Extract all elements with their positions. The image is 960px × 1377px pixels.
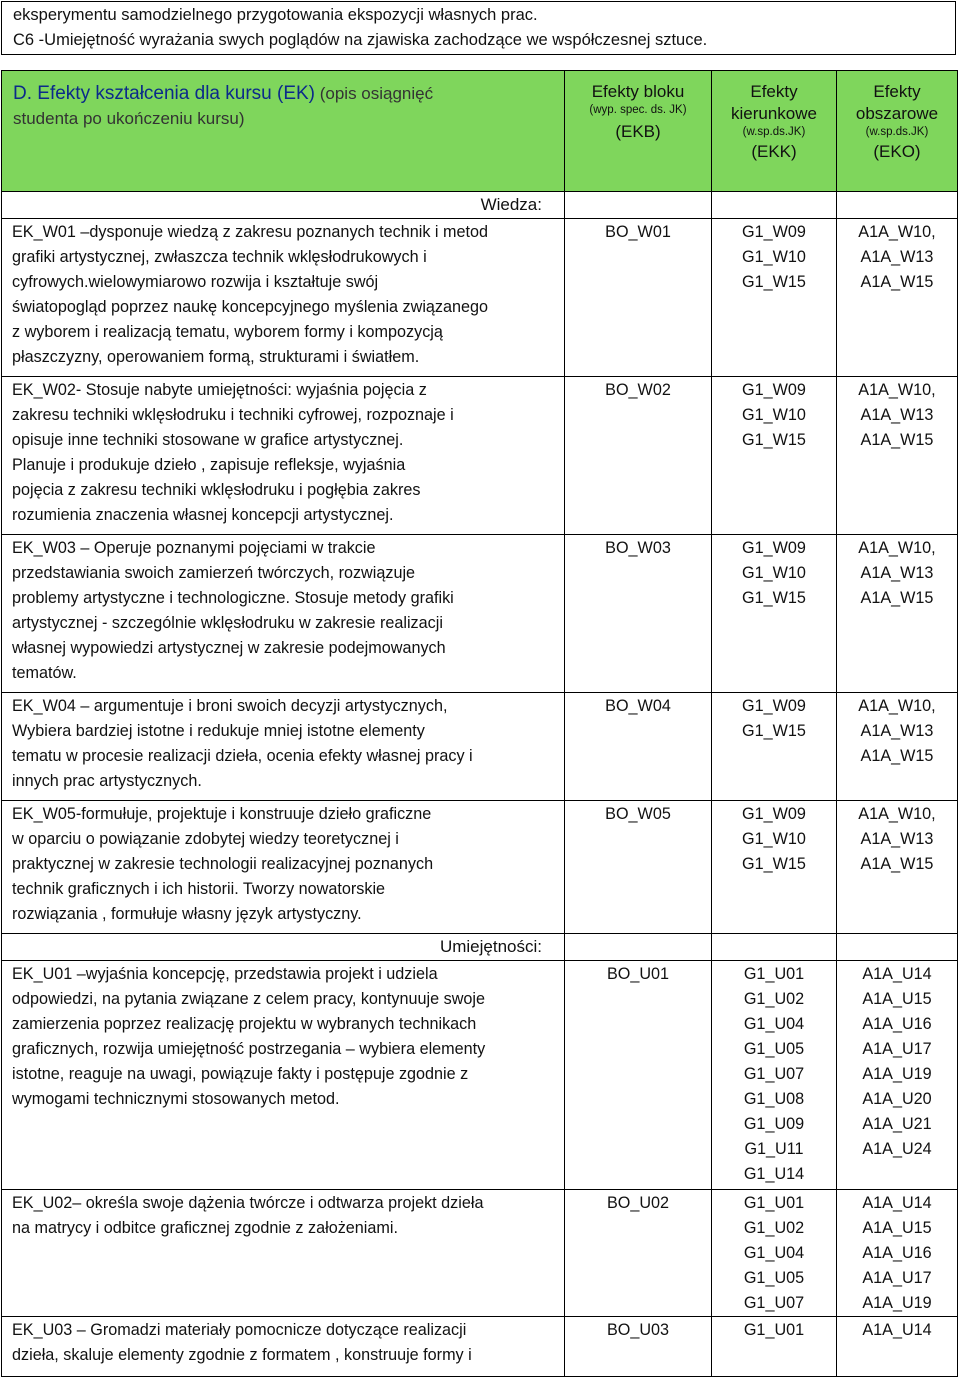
description-line: Wybiera bardziej istotne i redukuje mniej istotne elementy xyxy=(12,722,425,740)
eko-code: A1A_U14 xyxy=(862,1194,932,1212)
eko-code: A1A_U19 xyxy=(862,1294,932,1312)
outcome-eko-cell xyxy=(837,961,958,1190)
section-blank-cell xyxy=(565,934,712,961)
description-line: EK_U02– określa swoje dążenia twórcze i odtwarza projekt dzieła xyxy=(12,1194,484,1212)
description-line: wymogami technicznymi stosowanych metod. xyxy=(12,1090,340,1108)
eko-code: A1A_U15 xyxy=(862,1219,932,1237)
description-line: rozwiązania , formułuje własny język artystyczny. xyxy=(12,905,362,923)
ekk-code: G1_U01 xyxy=(743,965,805,983)
ekk-code: G1_W10 xyxy=(742,248,806,266)
outcome-ekk-cell xyxy=(712,961,837,1190)
ekk-code: G1_W15 xyxy=(742,722,806,740)
ekb-code: BO_U01 xyxy=(606,965,670,983)
ekk-code: G1_U01 xyxy=(743,1321,805,1339)
table-row xyxy=(2,693,958,801)
wiedza-section-row xyxy=(2,192,958,219)
outcome-eko-cell xyxy=(837,693,958,801)
header-eko-label: Efekty xyxy=(873,82,921,101)
ekk-code: G1_W09 xyxy=(742,697,806,715)
eko-code: A1A_W15 xyxy=(860,431,934,449)
header-eko-sub: (w.sp.ds.JK) xyxy=(865,126,929,138)
description-line: z wyborem i realizacją tematu, wyborem formy i kompozycją xyxy=(12,323,443,341)
description-line: rozumienia znaczenia własnej koncepcji artystycznej. xyxy=(12,506,394,524)
header-eko-label2: obszarowe xyxy=(855,104,939,123)
top-line-1: eksperymentu samodzielnego przygotowania ekspozycji własnych prac. xyxy=(13,6,538,24)
top-line-2: C6 -Umiejętność wyrażania swych poglądów na zjawiska zachodzące we współczesnej sztuce. xyxy=(13,31,708,49)
header-title: D. Efekty kształcenia dla kursu (EK) xyxy=(13,83,315,104)
outcome-ekk-cell xyxy=(712,377,837,535)
section-blank-cell xyxy=(837,934,958,961)
outcome-ekb-cell xyxy=(565,693,712,801)
description-line: EK_W05-formułuje, projektuje i konstruuje dzieło graficzne xyxy=(12,805,432,823)
eko-code: A1A_U14 xyxy=(862,1321,932,1339)
outcome-description xyxy=(2,535,565,693)
description-line: płaszczyzny, operowaniem formą, strukturami i światłem. xyxy=(12,348,420,366)
header-eko xyxy=(837,71,958,192)
table-row xyxy=(2,961,958,1190)
eko-code: A1A_U24 xyxy=(862,1140,932,1158)
header-ekb xyxy=(565,71,712,192)
outcome-description xyxy=(2,693,565,801)
eko-code: A1A_W13 xyxy=(860,406,934,424)
header-ekk-code: (EKK) xyxy=(751,142,797,161)
description-line: zakresu techniki wklęsłodruku i techniki cyfrowej, rozpoznaje i xyxy=(12,406,454,424)
header-ekk xyxy=(712,71,837,192)
ekk-code: G1_U09 xyxy=(743,1115,805,1133)
eko-code: A1A_U17 xyxy=(862,1040,932,1058)
ekk-code: G1_U04 xyxy=(743,1015,805,1033)
header-title-line2: studenta po ukończeniu kursu) xyxy=(13,109,245,128)
eko-code: A1A_W13 xyxy=(860,248,934,266)
description-line: EK_W02- Stosuje nabyte umiejętności: wyjaśnia pojęcia z xyxy=(12,381,427,399)
outcome-ekk-cell xyxy=(712,693,837,801)
header-ekb-label: Efekty bloku xyxy=(591,82,685,101)
description-line: tematu w procesie realizacji dzieła, ocenia efekty własnej pracy i xyxy=(12,747,473,765)
eko-code: A1A_U15 xyxy=(862,990,932,1008)
outcome-ekk-cell xyxy=(712,535,837,693)
ekk-code: G1_U07 xyxy=(743,1065,805,1083)
table-row xyxy=(2,219,958,377)
ekk-code: G1_U14 xyxy=(743,1165,805,1183)
eko-code: A1A_U14 xyxy=(862,965,932,983)
ekk-code: G1_W15 xyxy=(742,431,806,449)
outcome-ekk-cell xyxy=(712,1317,837,1377)
eko-code: A1A_U21 xyxy=(862,1115,932,1133)
outcome-ekk-cell xyxy=(712,1190,837,1317)
outcome-eko-cell xyxy=(837,377,958,535)
ekb-code: BO_U03 xyxy=(606,1321,670,1339)
section-blank-cell xyxy=(837,192,958,219)
description-line: EK_W01 –dysponuje wiedzą z zakresu poznanych technik i metod xyxy=(12,223,488,241)
description-line: cyfrowych.wielowymiarowo rozwija i kształtuje swój xyxy=(12,273,379,291)
description-line: technik graficznych i ich historii. Tworzy nowatorskie xyxy=(12,880,386,898)
ekk-code: G1_W15 xyxy=(742,855,806,873)
header-ekb-sub: (wyp. spec. ds. JK) xyxy=(589,104,687,116)
header-ekk-label: Efekty xyxy=(750,82,798,101)
description-line: Planuje i produkuje dzieło , zapisuje refleksje, wyjaśnia xyxy=(12,456,406,474)
ekk-code: G1_U04 xyxy=(743,1244,805,1262)
description-line: praktycznej w zakresie technologii realizacyjnej poznanych xyxy=(12,855,434,873)
header-title-suffix: (opis osiągnięć xyxy=(315,84,434,103)
outcome-ekb-cell xyxy=(565,1317,712,1377)
ekk-code: G1_W09 xyxy=(742,223,806,241)
table-row xyxy=(2,1317,958,1377)
description-line: opisuje inne techniki stosowane w grafice artystycznej. xyxy=(12,431,404,449)
eko-code: A1A_W13 xyxy=(860,830,934,848)
eko-code: A1A_U19 xyxy=(862,1065,932,1083)
umiejetnosci-section-title: Umiejętności: xyxy=(2,934,565,961)
header-ekk-label2: kierunkowe xyxy=(731,104,817,123)
outcome-eko-cell xyxy=(837,1190,958,1317)
section-blank-cell xyxy=(712,192,837,219)
outcome-ekb-cell xyxy=(565,219,712,377)
ekk-code: G1_W15 xyxy=(742,273,806,291)
outcome-eko-cell xyxy=(837,801,958,934)
section-blank-cell xyxy=(565,192,712,219)
ekk-code: G1_W10 xyxy=(742,564,806,582)
ekk-code: G1_U02 xyxy=(743,1219,805,1237)
ekk-code: G1_U11 xyxy=(744,1140,804,1158)
wiedza-section-title: Wiedza: xyxy=(2,192,565,219)
ekb-code: BO_W01 xyxy=(605,223,671,241)
eko-code: A1A_U20 xyxy=(862,1090,932,1108)
eko-code: A1A_U16 xyxy=(862,1244,932,1262)
eko-code: A1A_W15 xyxy=(860,273,934,291)
description-line: przedstawiania swoich zamierzeń twórczych, rozwiązuje xyxy=(12,564,416,582)
description-line: artystycznej - szczególnie wklęsłodruku w zakresie realizacji xyxy=(12,614,443,632)
eko-code: A1A_W15 xyxy=(860,589,934,607)
umiejetnosci-section-row xyxy=(2,934,958,961)
ekk-code: G1_U08 xyxy=(743,1090,805,1108)
description-line: w oparciu o powiązanie zdobytej wiedzy teoretycznej i xyxy=(12,830,399,848)
eko-code: A1A_W10, xyxy=(858,697,936,715)
description-line: istotne, reaguje na uwagi, powiązuje fakty i postępuje zgodnie z xyxy=(12,1065,469,1083)
outcome-eko-cell xyxy=(837,1317,958,1377)
description-line: innych prac artystycznych. xyxy=(12,772,202,790)
outcome-eko-cell xyxy=(837,535,958,693)
outcome-ekb-cell xyxy=(565,1190,712,1317)
eko-code: A1A_W15 xyxy=(860,747,934,765)
description-line: dzieła, skaluje elementy zgodnie z formatem , konstruuje formy i xyxy=(12,1346,472,1364)
table-row xyxy=(2,1190,958,1317)
ekb-code: BO_W04 xyxy=(605,697,671,715)
description-line: grafiki artystycznej, zwłaszcza technik wklęsłodrukowych i xyxy=(12,248,427,266)
outcome-ekk-cell xyxy=(712,801,837,934)
table-row xyxy=(2,535,958,693)
description-line: tematów. xyxy=(12,664,77,682)
section-blank-cell xyxy=(712,934,837,961)
eko-code: A1A_W15 xyxy=(860,855,934,873)
outcome-description xyxy=(2,219,565,377)
outcome-ekb-cell xyxy=(565,535,712,693)
description-line: na matrycy i odbitce graficznej zgodnie z założeniami. xyxy=(12,1219,398,1237)
description-line: EK_U01 –wyjaśnia koncepcję, przedstawia projekt i udziela xyxy=(12,965,438,983)
ekb-code: BO_W05 xyxy=(605,805,671,823)
eko-code: A1A_W10, xyxy=(858,381,936,399)
outcome-eko-cell xyxy=(837,219,958,377)
learning-outcomes-table xyxy=(1,70,958,1377)
table-header-row xyxy=(2,71,958,192)
eko-code: A1A_W10, xyxy=(858,539,936,557)
outcome-description xyxy=(2,961,565,1190)
ekk-code: G1_W10 xyxy=(742,406,806,424)
description-line: światopogląd poprzez naukę koncepcyjnego myślenia związanego xyxy=(12,298,489,316)
description-line: pojęcia z zakresu techniki wklęsłodruku i pogłębia zakres xyxy=(12,481,421,499)
header-eko-code: (EKO) xyxy=(873,142,921,161)
description-line: graficznych, rozwija umiejętność postrzegania – wybiera elementy xyxy=(12,1040,486,1058)
eko-code: A1A_W10, xyxy=(858,805,936,823)
ekb-code: BO_W02 xyxy=(605,381,671,399)
ekk-code: G1_W09 xyxy=(742,539,806,557)
ekk-code: G1_W15 xyxy=(742,589,806,607)
description-line: odpowiedzi, na pytania związane z celem pracy, kontynuuje swoje xyxy=(12,990,485,1008)
ekk-code: G1_U05 xyxy=(743,1040,805,1058)
description-line: własnej wypowiedzi artystycznej w zakresie podejmowanych xyxy=(12,639,446,657)
outcome-description xyxy=(2,377,565,535)
ekk-code: G1_W10 xyxy=(742,830,806,848)
outcome-description xyxy=(2,1317,565,1377)
ekk-code: G1_U07 xyxy=(743,1294,805,1312)
eko-code: A1A_W13 xyxy=(860,564,934,582)
ekk-code: G1_W09 xyxy=(742,381,806,399)
table-row xyxy=(2,801,958,934)
outcome-description xyxy=(2,801,565,934)
top-text-box xyxy=(1,1,956,55)
ekb-code: BO_U02 xyxy=(606,1194,670,1212)
ekk-code: G1_U02 xyxy=(743,990,805,1008)
header-title-cell xyxy=(2,71,565,192)
ekb-code: BO_W03 xyxy=(605,539,671,557)
outcome-description xyxy=(2,1190,565,1317)
table-row xyxy=(2,377,958,535)
ekk-code: G1_U05 xyxy=(743,1269,805,1287)
eko-code: A1A_W10, xyxy=(858,223,936,241)
eko-code: A1A_U17 xyxy=(862,1269,932,1287)
eko-code: A1A_W13 xyxy=(860,722,934,740)
outcome-ekk-cell xyxy=(712,219,837,377)
outcome-ekb-cell xyxy=(565,377,712,535)
header-ekk-sub: (w.sp.ds.JK) xyxy=(742,126,806,138)
ekk-code: G1_W09 xyxy=(742,805,806,823)
description-line: problemy artystyczne i technologiczne. Stosuje metody grafiki xyxy=(12,589,454,607)
description-line: EK_W04 – argumentuje i broni swoich decyzji artystycznych, xyxy=(12,697,448,715)
description-line: zamierzenia poprzez realizację projektu w wybranych technikach xyxy=(12,1015,477,1033)
outcome-ekb-cell xyxy=(565,801,712,934)
description-line: EK_W03 – Operuje poznanymi pojęciami w trakcie xyxy=(12,539,376,557)
ekk-code: G1_U01 xyxy=(743,1194,805,1212)
eko-code: A1A_U16 xyxy=(862,1015,932,1033)
outcome-ekb-cell xyxy=(565,961,712,1190)
description-line: EK_U03 – Gromadzi materiały pomocnicze dotyczące realizacji xyxy=(12,1321,467,1339)
header-ekb-code: (EKB) xyxy=(615,122,661,141)
